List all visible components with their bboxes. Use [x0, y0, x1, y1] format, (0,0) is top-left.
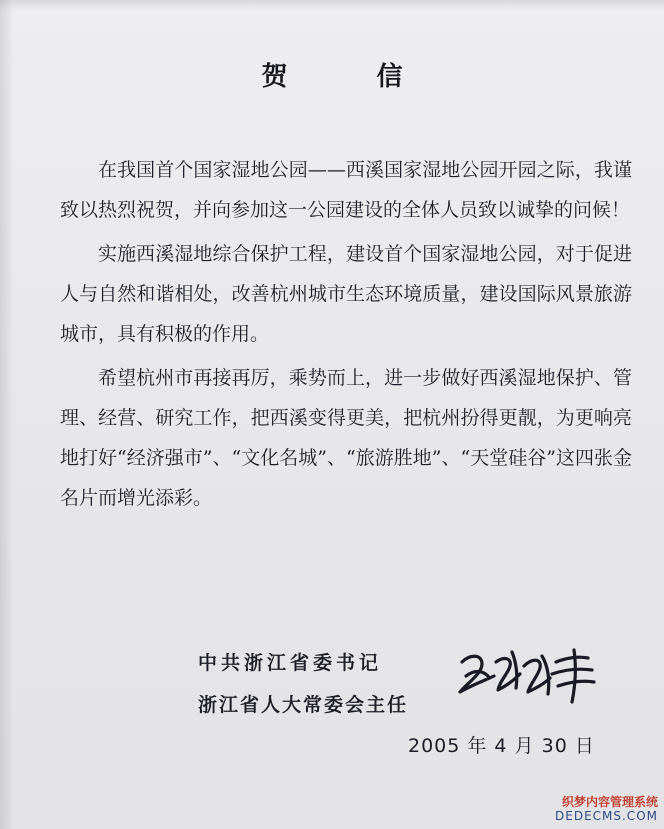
signer-title-party: 中共浙江省委书记 [198, 652, 383, 674]
paragraph-2: 实施西溪湿地综合保护工程，建设首个国家湿地公园，对于促进人与自然和谐相处，改善杭州城市生态环境质量，建设国际风景旅游城市，具有积极的作用。 [60, 243, 632, 345]
watermark-en: DEDECMS.COM [555, 809, 658, 823]
watermark-cn: 织梦内容管理系统 [561, 795, 658, 809]
site-watermark [534, 795, 658, 823]
letter-body [60, 150, 632, 522]
handwritten-signature [452, 640, 602, 706]
letter-title: 贺 信 [261, 62, 443, 92]
signer-title-congress: 浙江省人大常委会主任 [198, 694, 409, 716]
letter-date: 2005 年 4 月 30 日 [408, 735, 595, 757]
paragraph-3: 希望杭州市再接再厉，乘势而上，进一步做好西溪湿地保护、管理、经营、研究工作，把西溪变得更美，把杭州扮得更靓，为更响亮地打好“经济强市”、“文化名城”、“旅游胜地”、“天堂硅谷”这四张金名片而增光添彩。 [60, 367, 632, 509]
paper-top-shadow [0, 0, 664, 10]
paper-edge-shadow [0, 0, 14, 829]
paragraph-1: 在我国首个国家湿地公园——西溪国家湿地公园开园之际，我谨致以热烈祝贺，并向参加这一公园建设的全体人员致以诚挚的问候！ [60, 159, 632, 221]
